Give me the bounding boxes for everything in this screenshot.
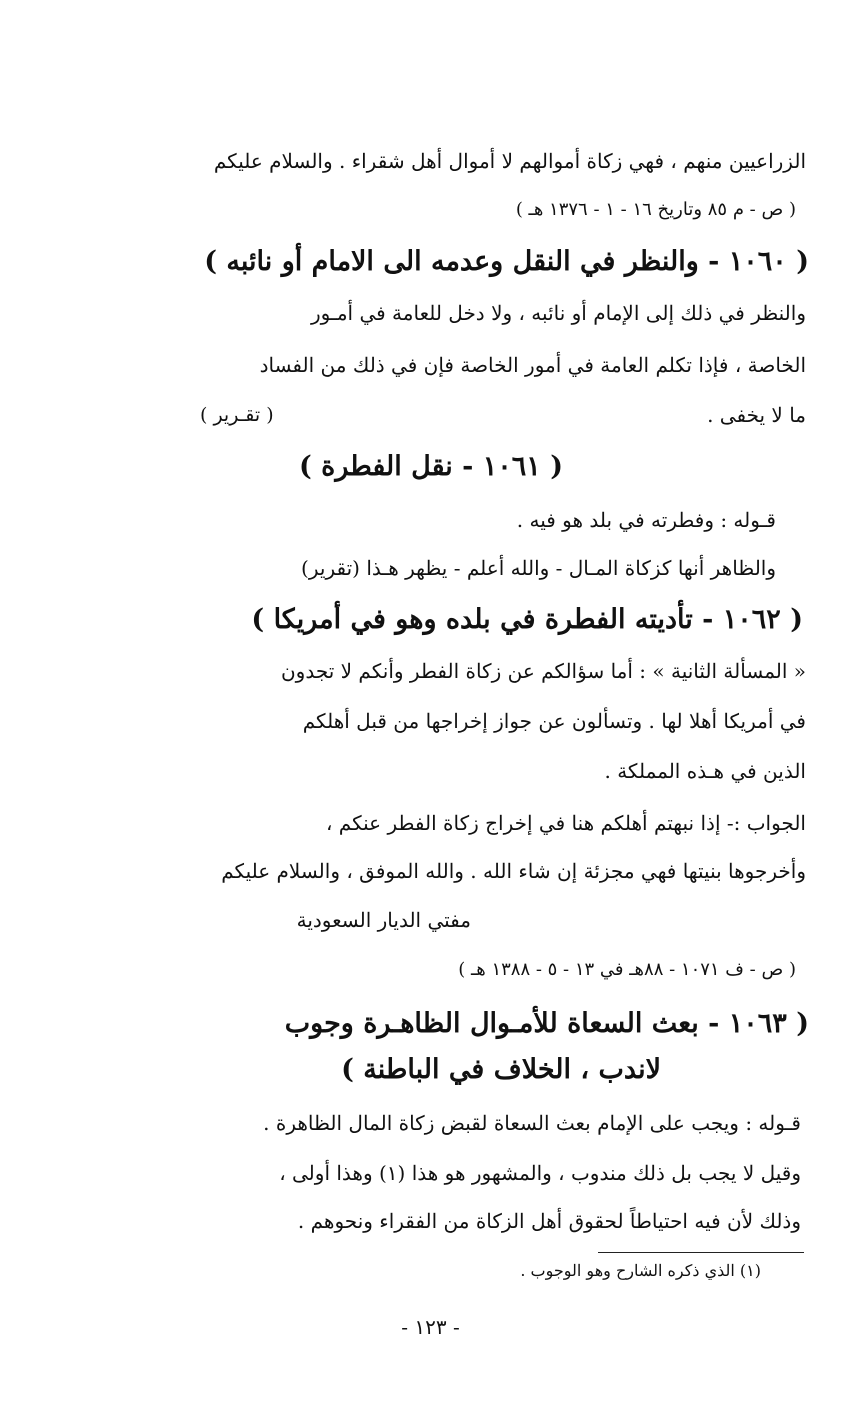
text-line: ما لا يخفى . (707, 403, 806, 427)
source-tag: ( تقـرير ) (200, 404, 274, 426)
text-line: قـوله : ويجب على الإمام بعث السعاة لقبض زكاة المال الظاهرة . (263, 1111, 801, 1135)
section-heading-1060: ( ١٠٦٠ - والنظر في النقل وعدمه الى الامام أو نائبه ) (204, 246, 809, 277)
text-line: والظاهر أنها كزكاة المـال - والله أعلم - يظهر هـذا (تقرير) (301, 556, 776, 580)
source-reference: ( ص - ف ١٠٧١ - ٨٨هـ في ١٣ - ٥ - ١٣٨٨ هـ ) (458, 959, 796, 980)
footnote-divider (598, 1252, 804, 1253)
text-line: « المسألة الثانية » : أما سؤالكم عن زكاة الفطر وأنكم لا تجدون (280, 659, 806, 683)
text-line: وقيل لا يجب بل ذلك مندوب ، والمشهور هو هذا (١) وهذا أولى ، (279, 1161, 801, 1185)
section-heading-1063: ( ١٠٦٣ - بعث السعاة للأمـوال الظاهـرة وجوب (284, 1008, 809, 1039)
text-line: الزراعيين منهم ، فهي زكاة أموالهم لا أموال أهل شقراء . والسلام عليكم (213, 149, 806, 173)
text-line: وأخرجوها بنيتها فهي مجزئة إن شاء الله . والله الموفق ، والسلام عليكم (221, 859, 806, 883)
section-heading-1063-cont: لاندب ، الخلاف في الباطنة ) (341, 1054, 661, 1085)
text-line: الجواب :- إذا نبهتم أهلكم هنا في إخراج زكاة الفطر عنكم ، (325, 811, 806, 835)
section-heading-1061: ( ١٠٦١ - نقل الفطرة ) (299, 451, 563, 482)
text-line: وذلك لأن فيه احتياطاً لحقوق أهل الزكاة من الفقراء ونحوهم . (297, 1209, 801, 1233)
footnote: (١) الذي ذكره الشارح وهو الوجوب . (520, 1261, 761, 1280)
text-line: والنظر في ذلك إلى الإمام أو نائبه ، ولا دخل للعامة في أمـور (310, 301, 806, 325)
signature-line: مفتي الديار السعودية (296, 908, 471, 932)
page-number: - ١٢٣ - (401, 1315, 460, 1339)
source-reference: ( ص - م ٨٥ وتاريخ ١٦ - ١ - ١٣٧٦ هـ ) (515, 199, 796, 220)
text-line: الخاصة ، فإذا تكلم العامة في أمور الخاصة فإن في ذلك من الفساد (259, 353, 806, 377)
text-line: الذين في هـذه المملكة . (604, 759, 806, 783)
section-heading-1062: ( ١٠٦٢ - تأديته الفطرة في بلده وهو في أمريكا ) (251, 604, 803, 635)
text-line: قـوله : وفطرته في بلد هو فيه . (516, 508, 776, 532)
text-line: في أمريكا أهلا لها . وتسألون عن جواز إخراجها من قبل أهلكم (302, 709, 806, 733)
